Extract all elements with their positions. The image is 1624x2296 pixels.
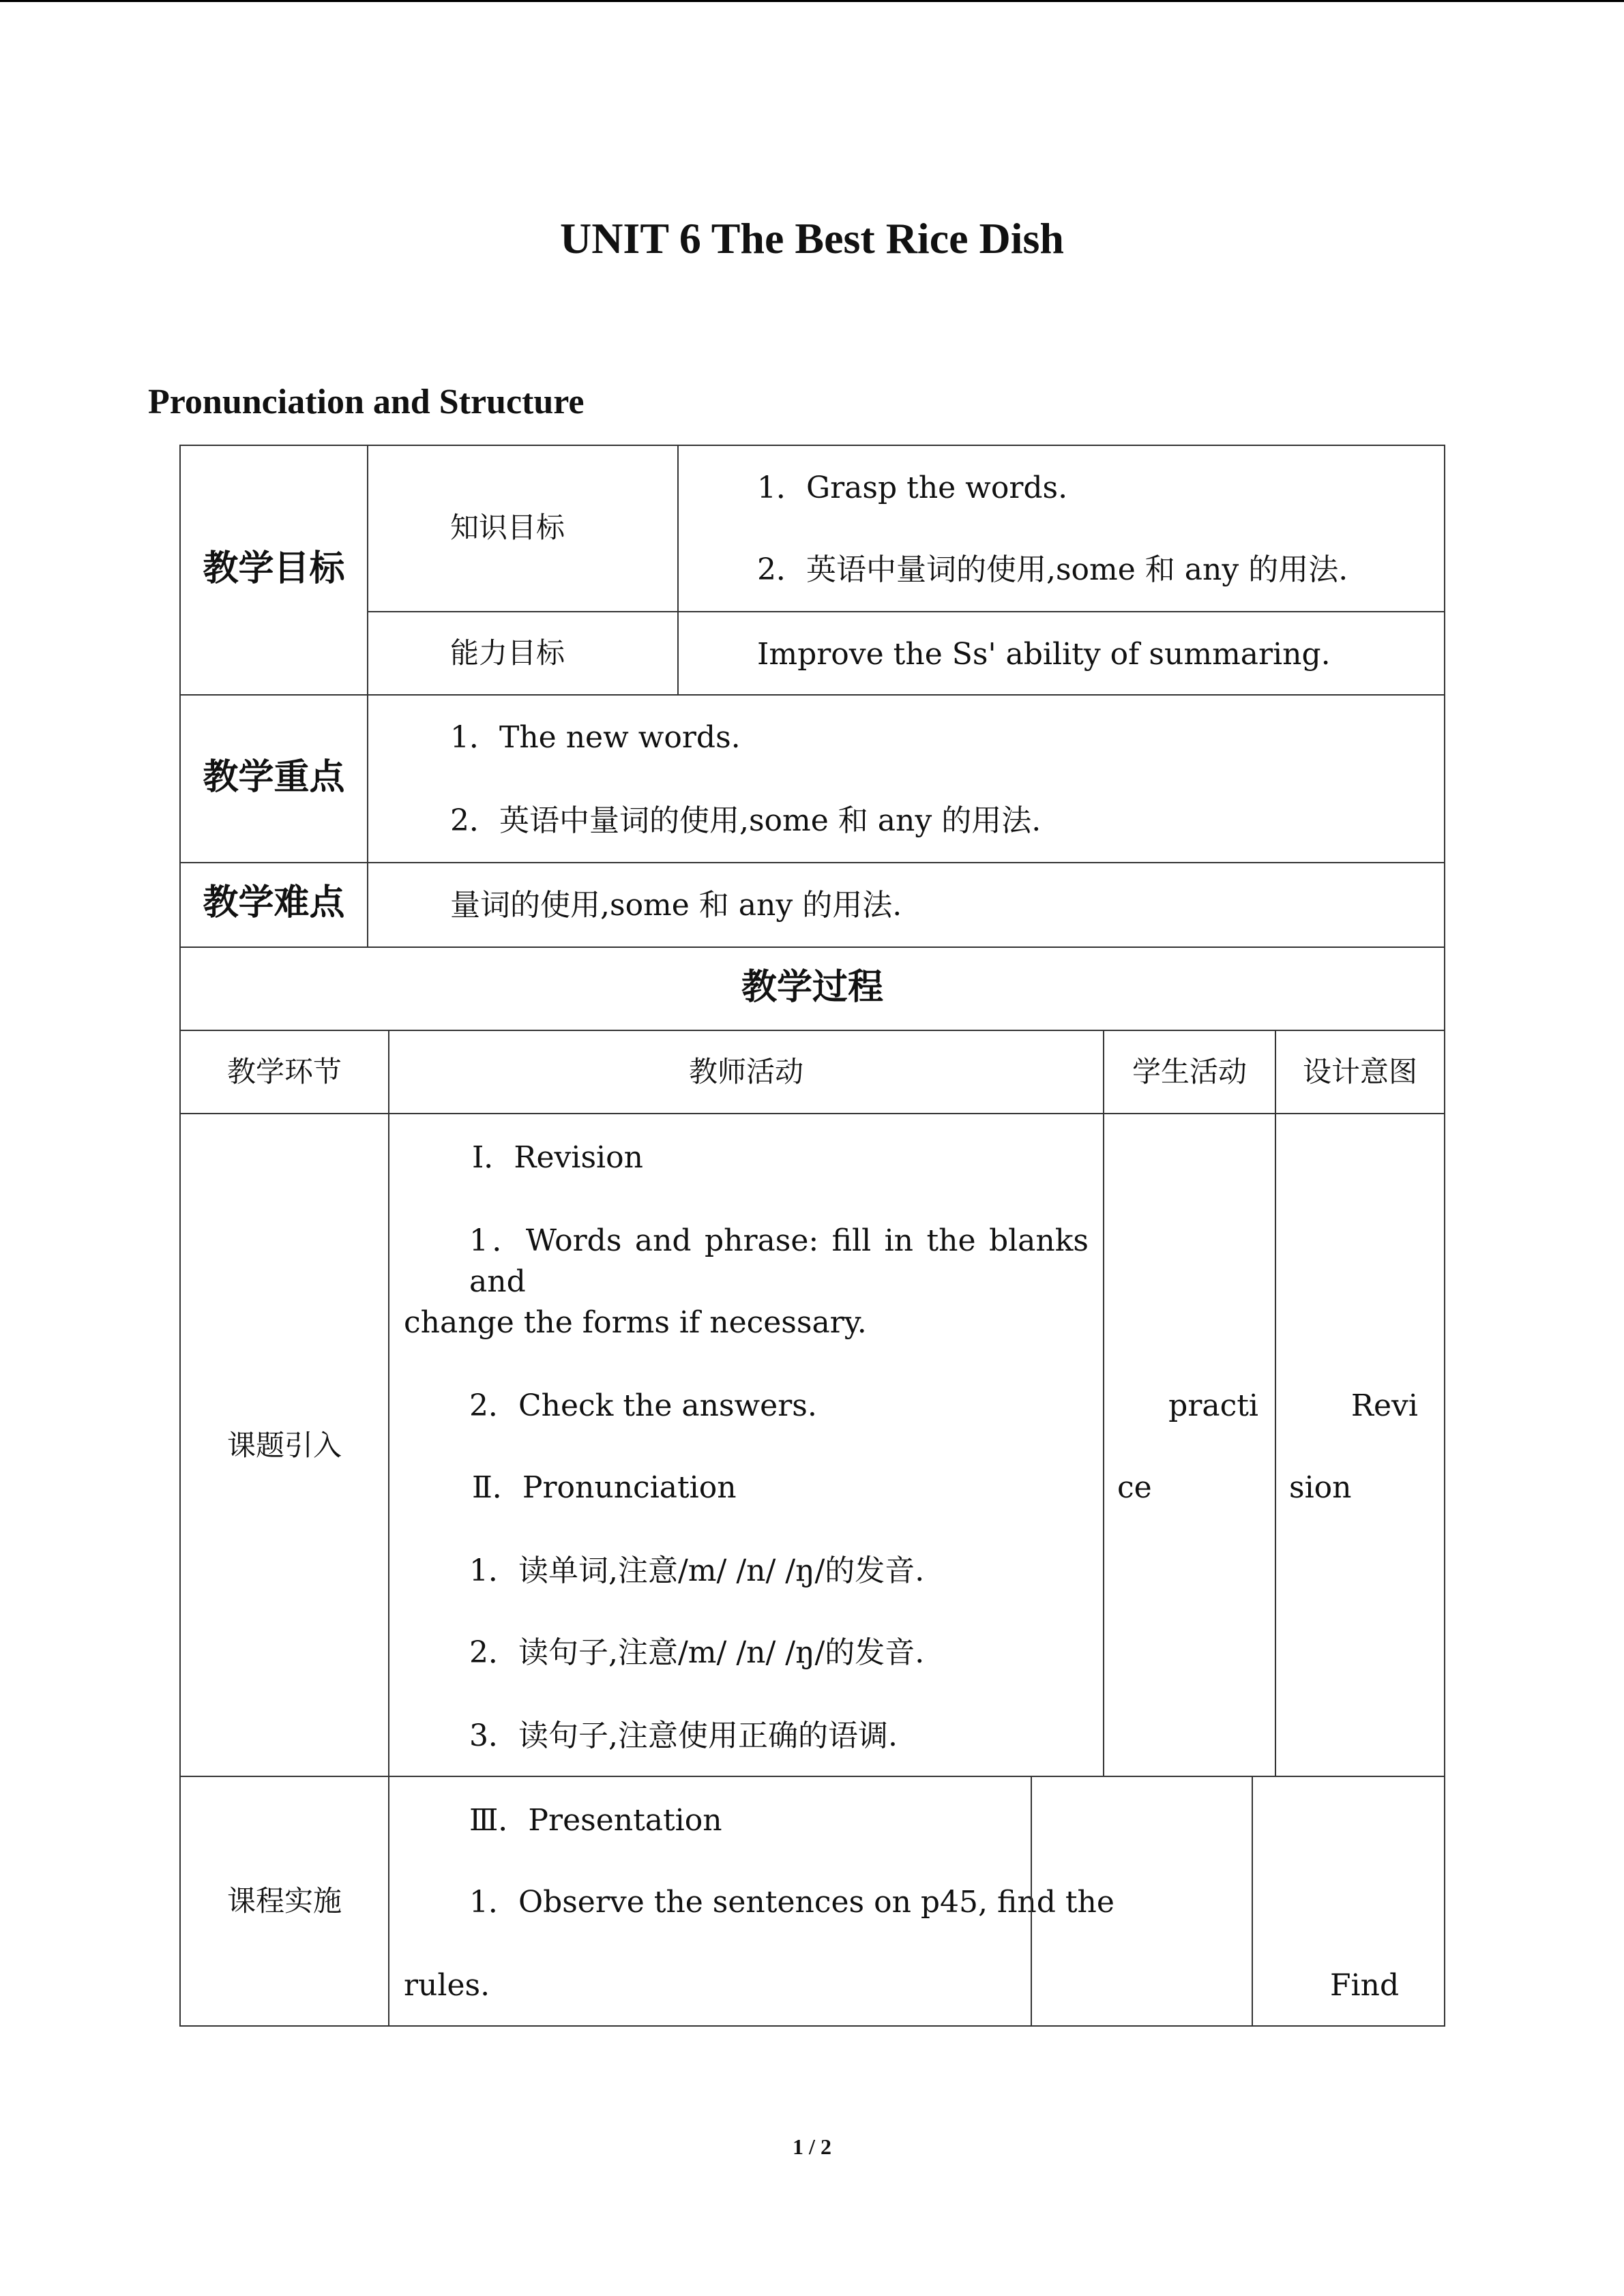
intro-line-4: 2．Check the answers. bbox=[469, 1388, 817, 1423]
document-title: UNIT 6 The Best Rice Dish bbox=[559, 214, 1065, 263]
key-point-1: 1．The new words. bbox=[450, 720, 741, 755]
intro-line-7: 2．读句子,注意/m/ /n/ /ŋ/的发音. bbox=[469, 1635, 925, 1670]
ability-text: Improve the Ss' ability of summaring. bbox=[757, 637, 1331, 672]
header-student: 学生活动 bbox=[1132, 1055, 1247, 1088]
impl-line-3: rules. bbox=[404, 1968, 490, 2003]
ability-label: 能力目标 bbox=[450, 636, 565, 670]
process-heading: 教学过程 bbox=[741, 966, 883, 1008]
intro-line-1: Ⅰ．Revision bbox=[472, 1140, 643, 1175]
intro-line-3: change the forms if necessary. bbox=[404, 1305, 867, 1340]
header-intent: 设计意图 bbox=[1302, 1055, 1417, 1088]
knowledge-item-2: 2．英语中量词的使用,some 和 any 的用法. bbox=[757, 552, 1348, 587]
key-points-label: 教学重点 bbox=[203, 756, 345, 798]
impl-intent: Find bbox=[1330, 1968, 1400, 2003]
difficulty-label: 教学难点 bbox=[203, 882, 345, 923]
intro-student-cell bbox=[1103, 1113, 1276, 1777]
goals-label: 教学目标 bbox=[203, 548, 345, 589]
impl-line-2: 1．Observe the sentences on p45, find the bbox=[469, 1885, 1114, 1920]
intro-intent-cell bbox=[1275, 1113, 1445, 1777]
knowledge-item-1: 1．Grasp the words. bbox=[757, 471, 1068, 505]
intro-line-8: 3．读句子,注意使用正确的语调. bbox=[469, 1718, 898, 1753]
intro-intent-2: sion bbox=[1289, 1470, 1352, 1505]
intro-line-2: 1．Words and phrase: fill in the blanks and bbox=[469, 1223, 1089, 1299]
page-number: 1 / 2 bbox=[793, 2134, 831, 2159]
intro-student-2: ce bbox=[1117, 1470, 1152, 1505]
key-point-2: 2．英语中量词的使用,some 和 any 的用法. bbox=[450, 803, 1042, 838]
intro-student-1: practi bbox=[1168, 1388, 1258, 1423]
section-title: Pronunciation and Structure bbox=[148, 383, 585, 421]
intro-intent-1: Revi bbox=[1350, 1388, 1418, 1423]
top-border-line bbox=[0, 0, 1624, 2]
intro-line-6: 1．读单词,注意/m/ /n/ /ŋ/的发音. bbox=[469, 1553, 925, 1588]
header-teacher: 教师活动 bbox=[688, 1055, 803, 1088]
intro-stage: 课题引入 bbox=[226, 1429, 342, 1462]
header-stage: 教学环节 bbox=[226, 1055, 342, 1088]
difficulty-text: 量词的使用,some 和 any 的用法. bbox=[450, 888, 902, 923]
impl-student-cell bbox=[1031, 1776, 1253, 2027]
intro-teacher-cell bbox=[388, 1113, 1104, 1777]
knowledge-label: 知识目标 bbox=[450, 511, 565, 544]
impl-stage: 课程实施 bbox=[226, 1884, 342, 1918]
impl-line-1: Ⅲ．Presentation bbox=[469, 1803, 722, 1838]
intro-line-5: Ⅱ．Pronunciation bbox=[472, 1470, 737, 1505]
